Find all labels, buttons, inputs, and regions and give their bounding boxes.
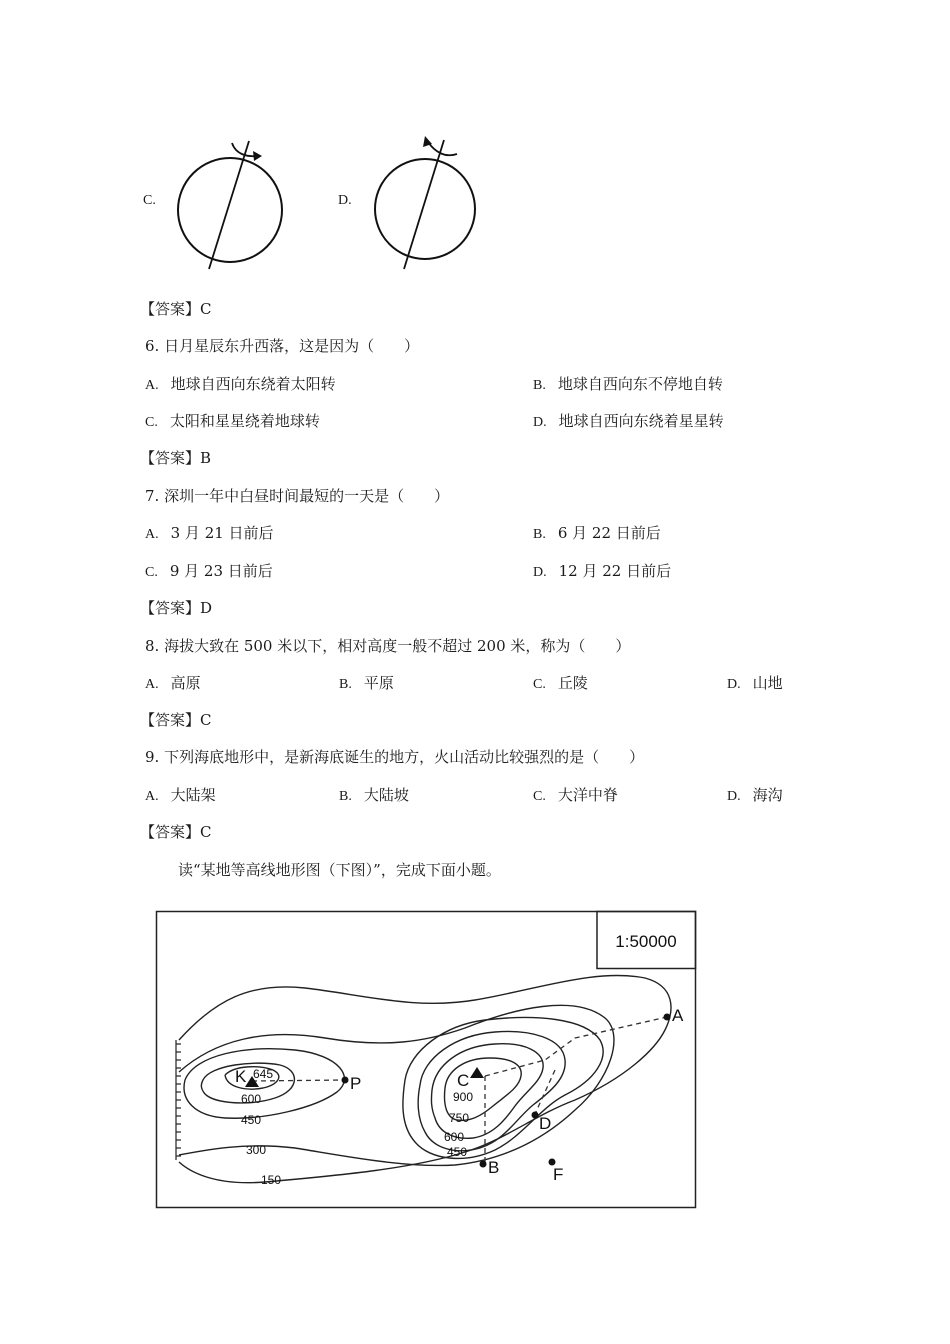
q6-option-a-letter: A. <box>145 378 159 393</box>
question-7-stem: 7. 深圳一年中白昼时间最短的一天是（ ） <box>145 487 450 505</box>
q9-option-a-text: 大陆架 <box>170 786 216 804</box>
answer-q8: 【答案】C <box>140 711 212 729</box>
q9-option-a-letter: A. <box>145 789 159 804</box>
q9-option-d[interactable] <box>727 784 783 805</box>
q6-option-a-text: 地球自西向东绕着太阳转 <box>170 375 336 393</box>
q6-option-a[interactable] <box>145 373 336 394</box>
label-k: K <box>235 1067 247 1086</box>
q7-option-c[interactable] <box>145 560 273 581</box>
question-8-stem: 8. 海拔大致在 500 米以下，相对高度一般不超过 200 米，称为（ ） <box>145 637 631 655</box>
label-c: C <box>457 1071 470 1090</box>
q9-option-d-text: 海沟 <box>752 786 783 804</box>
q7-option-b-text: 6 月 22 日前后 <box>557 524 661 542</box>
answer-q9: 【答案】C <box>140 823 212 841</box>
contour-label-645: 645 <box>253 1067 274 1081</box>
label-f: F <box>553 1165 564 1184</box>
dashed-c-a <box>485 1017 667 1076</box>
globe-circle-d <box>375 159 475 259</box>
q8-option-a-letter: A. <box>145 677 159 692</box>
q7-option-a[interactable] <box>145 522 274 543</box>
q8-option-d-text: 山地 <box>752 674 783 692</box>
contour-label-750: 750 <box>449 1111 470 1125</box>
label-d: D <box>539 1114 552 1133</box>
contour-map <box>155 910 700 1212</box>
q6-option-b-text: 地球自西向东不停地自转 <box>557 375 723 393</box>
contour-label-450-right: 450 <box>447 1145 468 1159</box>
label-a: A <box>672 1006 684 1025</box>
answer-q5: 【答案】C <box>140 300 212 318</box>
point-d-dot <box>532 1112 539 1119</box>
map-frame <box>157 912 696 1208</box>
answer-q7: 【答案】D <box>140 599 213 617</box>
q8-option-b-text: 平原 <box>363 674 394 692</box>
q7-option-b-letter: B. <box>533 527 546 542</box>
globe-diagram-c <box>170 135 300 275</box>
contour-450-left <box>184 1049 344 1118</box>
q8-option-c-text: 丘陵 <box>557 674 588 692</box>
cliff-hatch <box>176 1040 181 1160</box>
q8-option-d[interactable] <box>727 672 783 693</box>
contour-label-450-left: 450 <box>241 1113 262 1127</box>
q7-option-d-letter: D. <box>533 565 547 580</box>
contour-label-600-left: 600 <box>241 1092 262 1106</box>
answer-q6: 【答案】B <box>140 449 212 467</box>
point-b-dot <box>480 1161 487 1168</box>
point-a-dot <box>664 1014 671 1021</box>
q9-option-b[interactable] <box>339 784 409 805</box>
contour-label-150: 150 <box>261 1173 282 1187</box>
q6-option-c-text: 太阳和星星绕着地球转 <box>169 412 320 430</box>
q8-option-d-letter: D. <box>727 677 741 692</box>
question-9-stem: 9. 下列海底地形中，是新海底诞生的地方，火山活动比较强烈的是（ ） <box>145 748 645 766</box>
q7-option-b[interactable] <box>533 522 661 543</box>
q9-option-c-letter: C. <box>533 789 546 804</box>
q7-option-a-text: 3 月 21 日前后 <box>170 524 274 542</box>
contour-label-600-right: 600 <box>444 1130 465 1144</box>
contour-label-900: 900 <box>453 1090 474 1104</box>
q6-option-b-letter: B. <box>533 378 546 393</box>
q9-option-a[interactable] <box>145 784 216 805</box>
q7-option-c-letter: C. <box>145 565 158 580</box>
q7-option-a-letter: A. <box>145 527 159 542</box>
q7-option-c-text: 9 月 23 日前后 <box>169 562 273 580</box>
q8-option-a-text: 高原 <box>170 674 201 692</box>
q8-option-c[interactable] <box>533 672 588 693</box>
label-p: P <box>350 1074 362 1093</box>
q8-option-b-letter: B. <box>339 677 352 692</box>
q6-option-d[interactable] <box>533 410 724 431</box>
q6-option-b[interactable] <box>533 373 723 394</box>
map-intro: 读“某地等高线地形图（下图）”，完成下面小题。 <box>178 861 501 879</box>
option-c-letter: C. <box>143 193 156 208</box>
q6-option-c[interactable] <box>145 410 320 431</box>
q6-option-c-letter: C. <box>145 415 158 430</box>
contour-label-300: 300 <box>246 1143 267 1157</box>
dashed-a-d <box>535 1070 555 1114</box>
peak-c-triangle-icon <box>470 1067 484 1078</box>
q6-option-d-text: 地球自西向东绕着星星转 <box>558 412 724 430</box>
q8-option-c-letter: C. <box>533 677 546 692</box>
q6-option-d-letter: D. <box>533 415 547 430</box>
option-d-letter: D. <box>338 193 352 208</box>
q8-option-b[interactable] <box>339 672 394 693</box>
point-p-dot <box>342 1077 349 1084</box>
label-b: B <box>488 1158 500 1177</box>
globe-circle-c <box>178 158 282 262</box>
q7-option-d[interactable] <box>533 560 671 581</box>
scale-text: 1:50000 <box>615 932 677 951</box>
question-6-stem: 6. 日月星辰东升西落，这是因为（ ） <box>145 337 420 355</box>
globe-diagram-d <box>365 132 495 275</box>
q7-option-d-text: 12 月 22 日前后 <box>558 562 672 580</box>
q8-option-a[interactable] <box>145 672 201 693</box>
q9-option-b-letter: B. <box>339 789 352 804</box>
q9-option-b-text: 大陆坡 <box>363 786 409 804</box>
q9-option-c[interactable] <box>533 784 618 805</box>
arrowhead-icon-c <box>253 151 262 161</box>
q9-option-c-text: 大洋中脊 <box>557 786 618 804</box>
q9-option-d-letter: D. <box>727 789 741 804</box>
